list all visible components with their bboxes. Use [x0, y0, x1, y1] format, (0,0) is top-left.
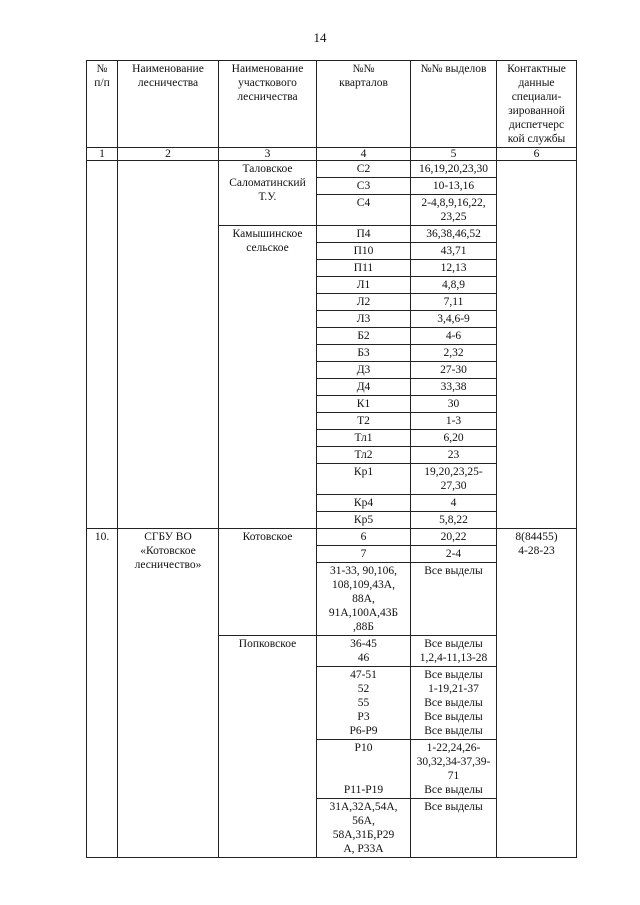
allotments-cell: 27-30 [411, 362, 497, 379]
row-number-cell [87, 161, 118, 529]
allotments-cell: 4,8,9 [411, 277, 497, 294]
allotments-cell: 23 [411, 447, 497, 464]
header-col2: Наименование лесничества [118, 61, 219, 148]
header-col4: №№ кварталов [317, 61, 411, 148]
allotments-cell: 36,38,46,52 [411, 226, 497, 243]
column-number: 1 [87, 148, 118, 161]
allotments-cell: 3,4,6-9 [411, 311, 497, 328]
table-row [87, 529, 577, 546]
header-row [87, 61, 577, 148]
allotments-cell: 7,11 [411, 294, 497, 311]
quarters-cell: П10 [317, 243, 411, 260]
allotments-cell: 20,22 [411, 529, 497, 546]
district-name: Котовское [219, 529, 317, 636]
quarters-cell: Тл1 [317, 430, 411, 447]
quarters-cell: Л1 [317, 277, 411, 294]
allotments-cell: 6,20 [411, 430, 497, 447]
quarters-cell: Кр4 [317, 495, 411, 512]
table-row [87, 161, 577, 178]
allotments-cell: 19,20,23,25- 27,30 [411, 464, 497, 495]
column-number-row [87, 148, 577, 161]
allotments-cell: 1-22,24,26- 30,32,34-37,39- 71 Все выделы [411, 740, 497, 799]
column-number: 4 [317, 148, 411, 161]
quarters-cell: Тл2 [317, 447, 411, 464]
allotments-cell: 10-13,16 [411, 178, 497, 195]
table-body [87, 61, 577, 858]
header-col1: № п/п [87, 61, 118, 148]
contact-cell: 8(84455) 4-28-23 [497, 529, 577, 858]
quarters-cell: Б2 [317, 328, 411, 345]
quarters-cell: Р10 Р11-Р19 [317, 740, 411, 799]
allotments-cell: 43,71 [411, 243, 497, 260]
quarters-cell: Кр1 [317, 464, 411, 495]
allotments-cell: 12,13 [411, 260, 497, 277]
allotments-cell: 1-3 [411, 413, 497, 430]
allotments-cell: 4-6 [411, 328, 497, 345]
quarters-cell: П4 [317, 226, 411, 243]
column-number: 2 [118, 148, 219, 161]
allotments-cell: Все выделы 1,2,4-11,13-28 [411, 636, 497, 667]
quarters-cell: С4 [317, 195, 411, 226]
quarters-cell: 36-45 46 [317, 636, 411, 667]
row-number-cell: 10. [87, 529, 118, 858]
forestry-table [86, 60, 577, 858]
page-number: 14 [313, 30, 327, 45]
column-number: 6 [497, 148, 577, 161]
quarters-cell: 31А,32А,54А, 56А, 58А,31Б,Р29 А, Р33А [317, 799, 411, 858]
district-name: Попковское [219, 636, 317, 858]
allotments-cell: 2-4,8,9,16,22, 23,25 [411, 195, 497, 226]
allotments-cell: 16,19,20,23,30 [411, 161, 497, 178]
quarters-cell: 7 [317, 546, 411, 563]
quarters-cell: Б3 [317, 345, 411, 362]
allotments-cell: Все выделы [411, 563, 497, 636]
header-col6: Контактные данные специали- зированной диспетчерс кой службы [497, 61, 577, 148]
quarters-cell: Кр5 [317, 512, 411, 529]
allotments-cell: 4 [411, 495, 497, 512]
allotments-cell: 2-4 [411, 546, 497, 563]
quarters-cell: 31-33, 90,106, 108,109,43А, 88А, 91А,100А,43Б ,88Б [317, 563, 411, 636]
forestry-name-cell [118, 161, 219, 529]
allotments-cell: 30 [411, 396, 497, 413]
header-col3: Наименование участкового лесничества [219, 61, 317, 148]
allotments-cell: 5,8,22 [411, 512, 497, 529]
column-number: 3 [219, 148, 317, 161]
quarters-cell: Д4 [317, 379, 411, 396]
district-name: Таловское Саломатинский Т.У. [219, 161, 317, 226]
allotments-cell: Все выделы [411, 799, 497, 858]
quarters-cell: С2 [317, 161, 411, 178]
quarters-cell: Д3 [317, 362, 411, 379]
district-name: Камышинское сельское [219, 226, 317, 529]
column-number: 5 [411, 148, 497, 161]
allotments-cell: Все выделы 1-19,21-37 Все выделы Все выделы Все выделы [411, 667, 497, 740]
allotments-cell: 33,38 [411, 379, 497, 396]
quarters-cell: Л2 [317, 294, 411, 311]
quarters-cell: Т2 [317, 413, 411, 430]
header-col5: №№ выделов [411, 61, 497, 148]
quarters-cell: 47-51 52 55 Р3 Р6-Р9 [317, 667, 411, 740]
forestry-name-cell: СГБУ ВО «Котовское лесничество» [118, 529, 219, 858]
quarters-cell: П11 [317, 260, 411, 277]
quarters-cell: С3 [317, 178, 411, 195]
quarters-cell: Л3 [317, 311, 411, 328]
quarters-cell: К1 [317, 396, 411, 413]
allotments-cell: 2,32 [411, 345, 497, 362]
contact-cell [497, 161, 577, 529]
quarters-cell: 6 [317, 529, 411, 546]
